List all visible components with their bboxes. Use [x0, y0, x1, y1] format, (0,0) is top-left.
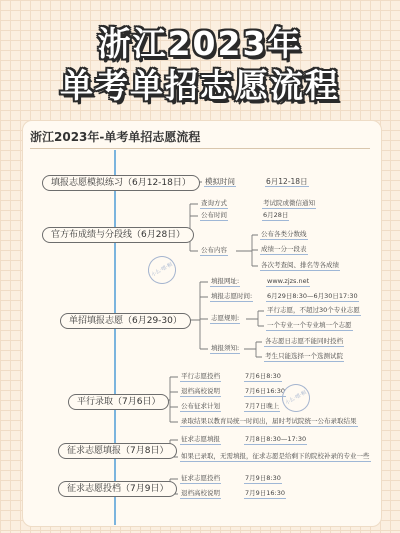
branch4-note: 录取结果以教育局统一时间出，届时考试院统一公布录取结果 [181, 417, 357, 425]
page-title-line-1: 浙江2023年 [97, 24, 303, 63]
page-title-line-2: 单考单招志愿流程 [60, 66, 340, 105]
branch6-item-2-value: 7月9日16:30 [245, 489, 286, 497]
branch4-item-2-value: 7月6日16:30 [245, 387, 286, 395]
branch2-query-label: 查询方式 [201, 199, 227, 207]
branch5-label: 征求志愿填报 [181, 435, 220, 443]
branch3-rule-label: 志愿规则: [211, 314, 240, 322]
step-mock-practice: 填报志愿模拟练习（6月12-18日） [42, 175, 200, 191]
branch6-item-1-label: 征求志愿投档 [181, 474, 220, 482]
branch3-notice-label: 填报须知: [211, 344, 240, 352]
watermark-stamp-1: 小么·嘻·桐 [143, 251, 181, 289]
branch3-note-link [244, 342, 262, 357]
branch5-value: 7月8日8:30—17:30 [245, 435, 307, 443]
step-supplement-apply: 征求志愿填报（7月8日） [58, 443, 177, 459]
branch4-item-3-value: 7月7日晚上 [245, 402, 280, 410]
branch2-query-value: 考试院或微信通知 [263, 199, 315, 207]
step-parallel-admission: 平行录取（7月6日） [68, 394, 169, 410]
branch6-item-2-label: 退档高校说明 [181, 489, 220, 497]
branch2-content-label: 公布内容 [201, 246, 227, 254]
card-title: 浙江2023年-单考单招志愿流程 [30, 130, 201, 144]
branch5-note: 如果已录取，无需填报，征求志愿是给剩下的院校补录的专业一些 [181, 452, 370, 460]
branch1-label: 模拟时间 [205, 177, 235, 186]
step-apply-volunteer: 单招填报志愿（6月29-30） [60, 313, 191, 329]
branch2-time-value: 6月28日 [263, 211, 289, 219]
branch2-content-item-2: 成绩一分一段表 [261, 245, 307, 253]
step-score-release: 官方布成绩与分段线（6月28日） [42, 227, 194, 243]
branch4-item-2-label: 退档高校说明 [181, 387, 220, 395]
branch3-notice-item-1: 各志愿日志愿不能同时投档 [265, 337, 343, 345]
branch4-item-3-label: 公布征求计划 [181, 402, 220, 410]
branch3-time-label: 填报志愿时间: [211, 292, 253, 300]
branch2-content-item-3: 各次考查阅、排名等各成绩 [261, 261, 339, 269]
branch3-rule-item-1: 平行志愿，不超过30个专业志愿 [267, 306, 360, 314]
branch3-url-value: www.zjzs.net [267, 277, 310, 285]
branch4-item-1-value: 7月6日8:30 [245, 372, 281, 380]
branch2-time-label: 公布时间 [201, 211, 227, 219]
branch6-item-1-value: 7月9日8:30 [245, 474, 281, 482]
branch1-value: 6月12-18日 [266, 177, 308, 186]
branch3-rule-link [246, 311, 264, 326]
branch3-time-value: 6月29日8:30—6月30日17:30 [267, 292, 358, 300]
branch4-item-1-label: 平行志愿投档 [181, 372, 220, 380]
branch3-rule-item-2: 一个专业一个专业填一个志愿 [267, 321, 352, 329]
branch2-items-link [236, 235, 258, 266]
branch2-content-item-1: 公布各类分数线 [261, 230, 307, 238]
branch3-notice-item-2: 考生只能选择一个选测试院 [265, 352, 343, 360]
step-supplement-dispatch: 征求志愿投档（7月9日） [58, 481, 177, 497]
branch3-link [188, 282, 208, 349]
watermark-stamp-2: 小么·嘻·桐 [277, 379, 315, 417]
branch3-url-label: 填报网址: [211, 277, 240, 285]
